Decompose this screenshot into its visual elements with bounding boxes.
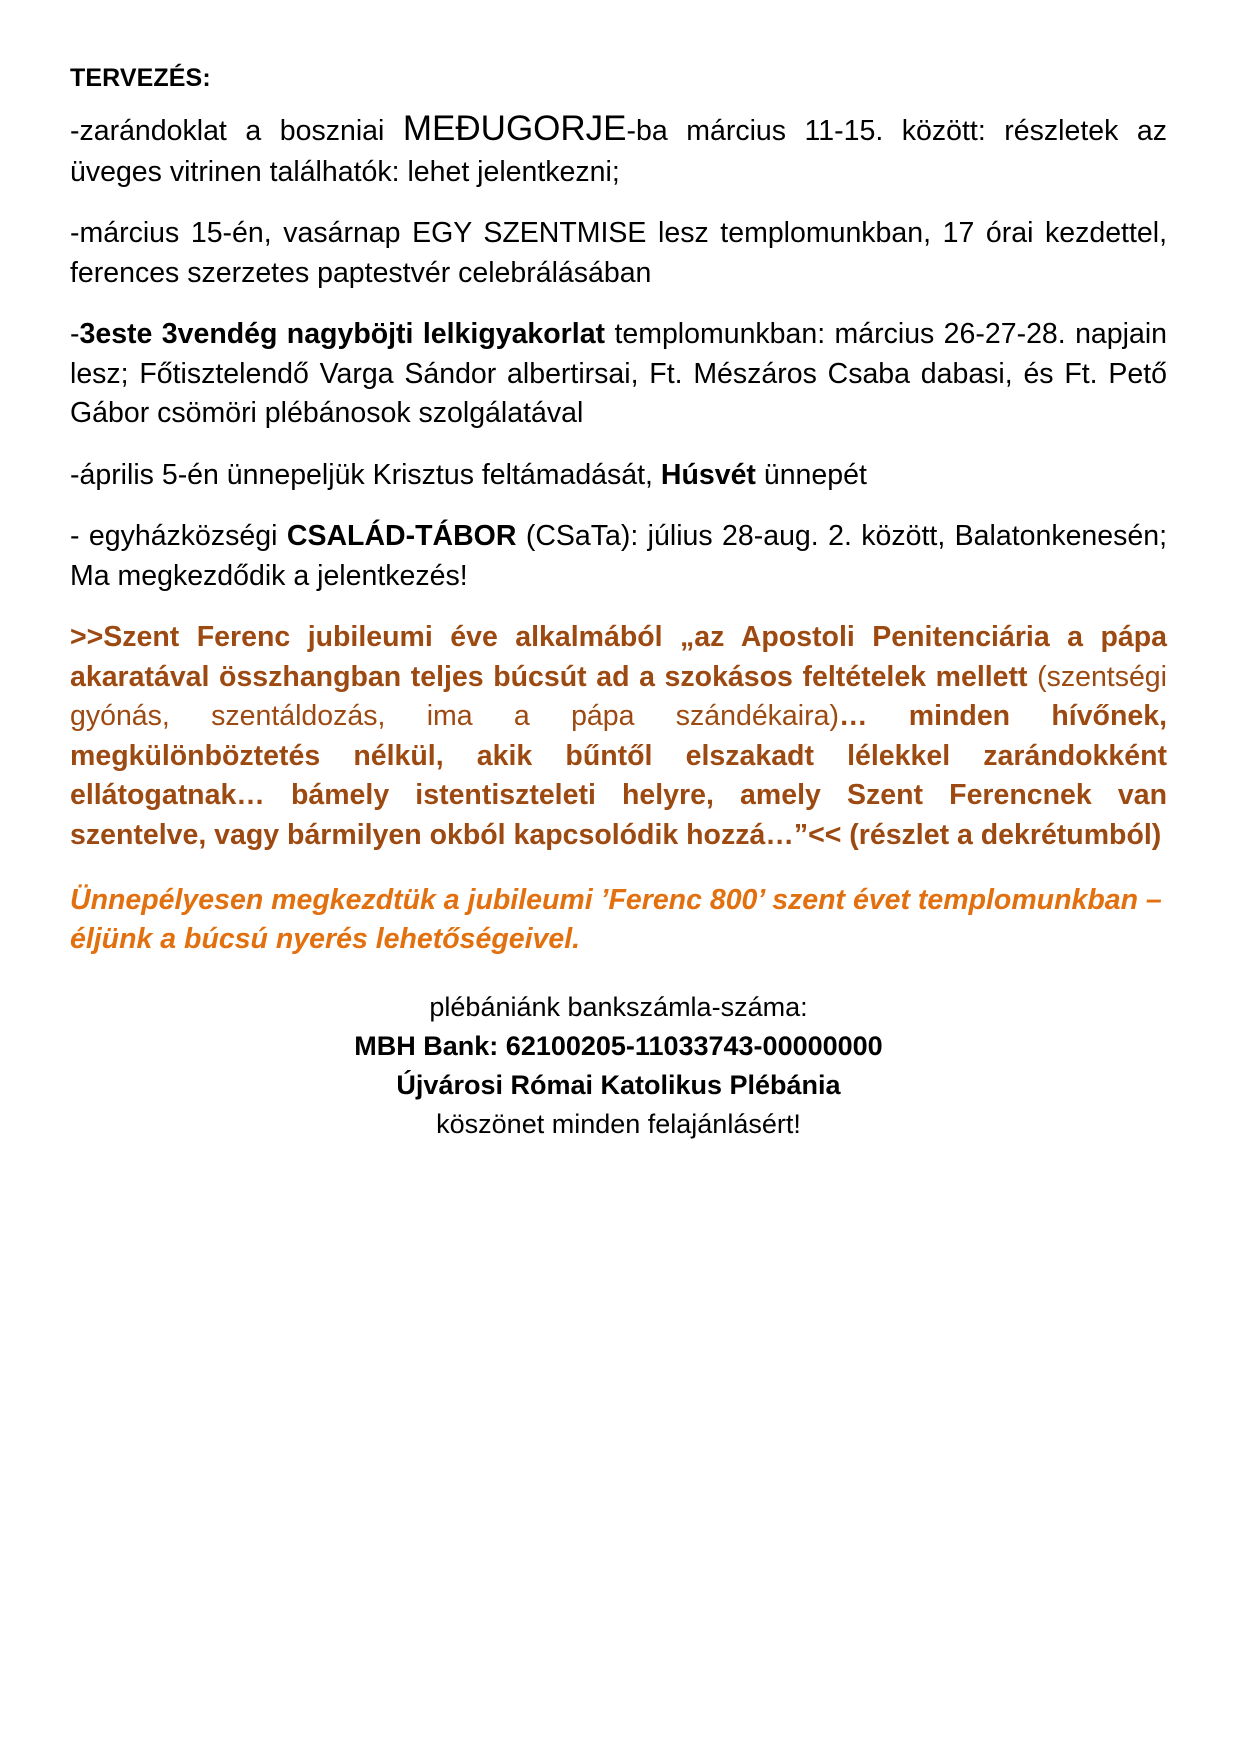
decree-quotation — [70, 618, 1167, 855]
thanks-note: köszönet minden felajánlásért! — [436, 1108, 801, 1139]
mass-text: -március 15-én, vasárnap EGY SZENTMISE lesz templomunkban, 17 órai kezdettel, ferences szerzetes paptestvér celebrálásában — [70, 217, 1167, 289]
retreat-rest: templomunkban: március 26-27-28. napjain lesz; Főtisztelendő Varga Sándor albertirsai, Ft. Mészáros Csaba dabasi, és Ft. Pető Gábor csömöri plébánosok szolgálatával — [70, 318, 1167, 430]
easter-highlight: Húsvét — [660, 458, 756, 491]
easter-lead: -április 5-én ünnepeljük Krisztus feltámadását, — [70, 458, 661, 491]
bank-details-block — [70, 988, 1167, 1144]
pilgrimage-rest: -ba március 11-15. között: részletek az üveges vitrinen találhatók: lehet jelentkezni; — [70, 114, 1167, 188]
family-camp-rest: (CSaTa): július 28-aug. 2. között, Balatonkenesén; Ma megkezdődik a jelentkezés! — [70, 520, 1167, 592]
bank-account-number: MBH Bank: 62100205-11033743-00000000 — [354, 1030, 883, 1061]
parish-name: Újvárosi Római Katolikus Plébánia — [396, 1069, 841, 1100]
bank-account-label: plébániánk bankszámla-száma: — [429, 991, 808, 1022]
decree-part-3: … minden hívőnek, megkülönböztetés nélkül, akik bűntől elszakadt lélekkel zarándokként ellátogatnak… bámely istentiszteleti helyre, amely Szent Ferencnek van szentelve, vagy bármilyen okból kapcsolódik hozzá…”<< (részlet a dekrétumból) — [70, 700, 1167, 851]
paragraph-pilgrimage — [70, 105, 1167, 193]
decree-part-1: >>Szent Ferenc jubileumi éve alkalmából „az Apostoli Penitenciária a pápa akaratával összhangban teljes búcsút ad a szokásos feltételek mellett — [70, 621, 1167, 693]
page-title: TERVEZÉS: — [70, 64, 211, 92]
family-camp-lead: - egyházközségi — [70, 520, 287, 553]
paragraph-mass — [70, 214, 1167, 293]
decree-conditions: (szentségi gyónás, szentáldozás, ima a pápa szándékaira) — [70, 660, 1167, 733]
jubilee-highlight-text: Ünnepélyesen megkezdtük a jubileumi ’Ferenc 800’ szent évet templomunkban – éljünk a búcsú nyerés lehetőségeivel. — [70, 884, 1162, 956]
paragraph-retreat — [70, 315, 1167, 433]
retreat-highlight: 3este 3vendég nagyböjti lelkigyakorlat — [79, 318, 606, 351]
pilgrimage-destination: MEĐUGORJE — [402, 108, 627, 148]
retreat-prefix: - — [70, 318, 80, 351]
pilgrimage-lead: -zarándoklat a boszniai — [70, 114, 403, 147]
jubilee-highlight — [70, 881, 1167, 960]
easter-rest: ünnepét — [755, 458, 867, 491]
family-camp-highlight: CSALÁD-TÁBOR — [286, 520, 517, 553]
paragraph-easter — [70, 456, 1167, 495]
paragraph-family-camp — [70, 517, 1167, 596]
